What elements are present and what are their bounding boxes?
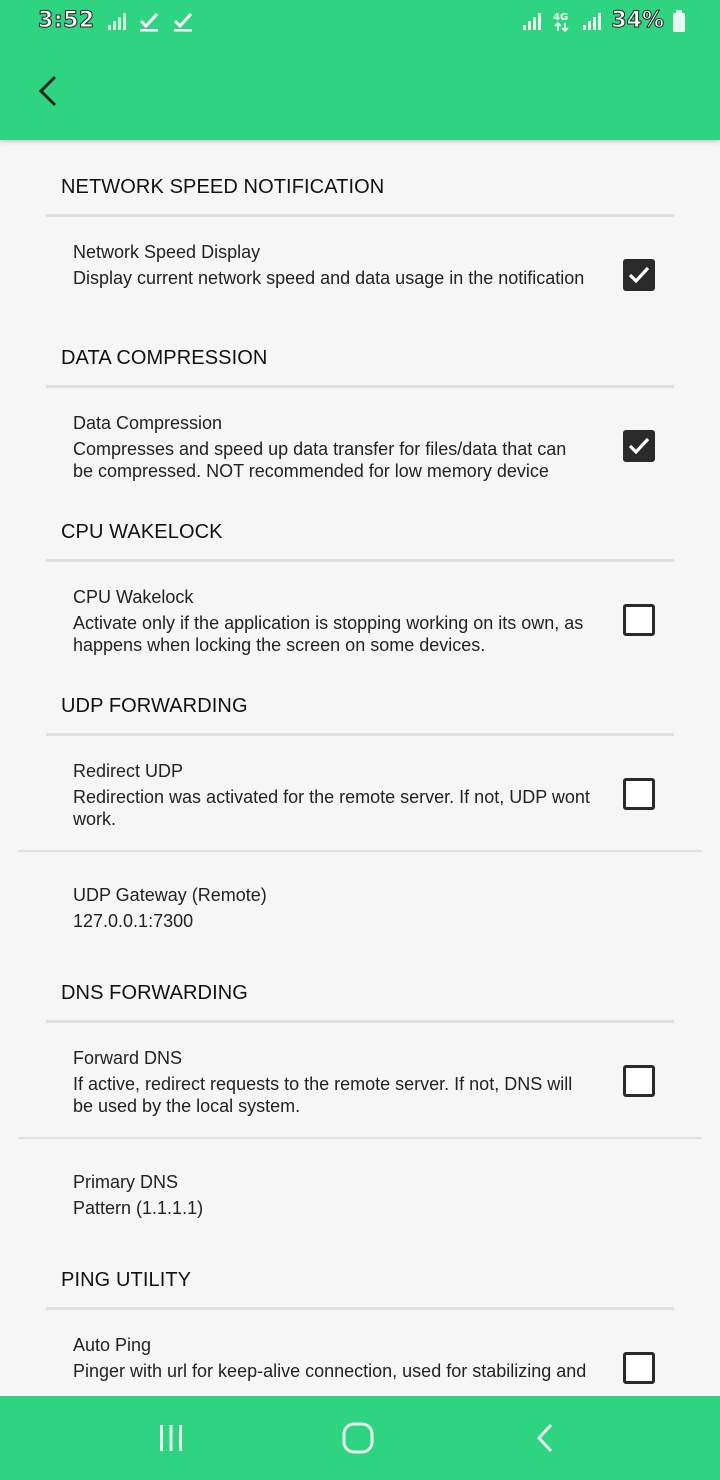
section-header: NETWORK SPEED NOTIFICATION — [61, 176, 385, 198]
back-icon — [534, 1422, 558, 1454]
auto-ping-checkbox[interactable] — [623, 1352, 655, 1384]
pref-summary: Compresses and speed up data transfer for files/data that can be compressed. NOT recommended for low memory device — [73, 439, 567, 481]
check-icon — [172, 10, 194, 32]
section-header: UDP FORWARDING — [61, 695, 248, 717]
recent-apps-button[interactable] — [149, 1416, 193, 1460]
pref-title: Primary DNS — [73, 1172, 179, 1192]
section-dns-forwarding — [0, 958, 720, 1245]
pref-summary: Redirection was activated for the remote server. If not, UDP wont work. — [73, 787, 590, 829]
section-header: PING UTILITY — [61, 1269, 192, 1291]
pref-title: UDP Gateway (Remote) — [73, 885, 267, 905]
section-cpu-wakelock — [0, 521, 720, 695]
nav-back-button[interactable] — [524, 1416, 568, 1460]
status-bar — [0, 0, 720, 44]
battery-percentage: 34% — [611, 8, 664, 33]
navigation-bar — [0, 1396, 720, 1480]
pref-redirect-udp[interactable] — [0, 736, 720, 850]
pref-summary: Activate only if the application is stopping working on its own, as happens when locking the screen on some devices. — [73, 613, 584, 655]
battery-icon — [672, 9, 686, 33]
check-icon — [627, 434, 651, 458]
status-left-icons — [106, 10, 194, 32]
data-compression-checkbox[interactable] — [623, 430, 655, 462]
chevron-left-icon — [36, 74, 60, 108]
check-icon — [627, 263, 651, 287]
section-udp-forwarding — [0, 695, 720, 958]
recent-apps-icon — [156, 1423, 186, 1453]
signal-icon — [521, 10, 543, 32]
pref-summary: 127.0.0.1:7300 — [73, 911, 194, 931]
pref-title: CPU Wakelock — [73, 587, 194, 607]
pref-forward-dns[interactable] — [0, 1023, 720, 1137]
back-button[interactable] — [28, 66, 68, 116]
pref-title: Auto Ping — [73, 1335, 152, 1355]
pref-cpu-wakelock[interactable] — [0, 562, 720, 695]
preferences-list[interactable] — [0, 140, 720, 1396]
check-icon — [138, 10, 160, 32]
pref-summary: Pattern (1.1.1.1) — [73, 1198, 204, 1218]
section-data-compression — [0, 335, 720, 521]
pref-title: Redirect UDP — [73, 761, 184, 781]
home-button[interactable] — [336, 1416, 380, 1460]
section-ping-utility — [0, 1245, 720, 1396]
pref-network-speed-display[interactable] — [0, 217, 720, 335]
pref-title: Data Compression — [73, 413, 223, 433]
section-header: DNS FORWARDING — [61, 982, 248, 1004]
network-speed-checkbox[interactable] — [623, 259, 655, 291]
svg-text:4G: 4G — [553, 11, 569, 23]
pref-data-compression[interactable] — [0, 388, 720, 521]
4g-icon — [551, 9, 573, 33]
status-right-icons — [521, 8, 686, 33]
signal-icon — [581, 10, 603, 32]
pref-summary: If active, redirect requests to the remote server. If not, DNS will be used by the local system. — [73, 1074, 573, 1116]
pref-summary: Pinger with url for keep-alive connection, used for stabilizing and — [73, 1361, 587, 1381]
signal-icon — [106, 11, 126, 31]
status-time: 3:52 — [38, 8, 95, 33]
forward-dns-checkbox[interactable] — [623, 1065, 655, 1097]
section-header: DATA COMPRESSION — [61, 347, 268, 369]
pref-auto-ping[interactable] — [0, 1310, 720, 1396]
pref-udp-gateway[interactable] — [0, 852, 720, 958]
section-network-speed — [0, 140, 720, 335]
home-icon — [341, 1421, 375, 1455]
app-bar — [0, 0, 720, 140]
pref-summary: Display current network speed and data usage in the notification — [73, 268, 585, 288]
pref-title: Network Speed Display — [73, 242, 261, 262]
section-header: CPU WAKELOCK — [61, 521, 223, 543]
pref-primary-dns[interactable] — [0, 1139, 720, 1245]
cpu-wakelock-checkbox[interactable] — [623, 604, 655, 636]
redirect-udp-checkbox[interactable] — [623, 778, 655, 810]
pref-title: Forward DNS — [73, 1048, 183, 1068]
